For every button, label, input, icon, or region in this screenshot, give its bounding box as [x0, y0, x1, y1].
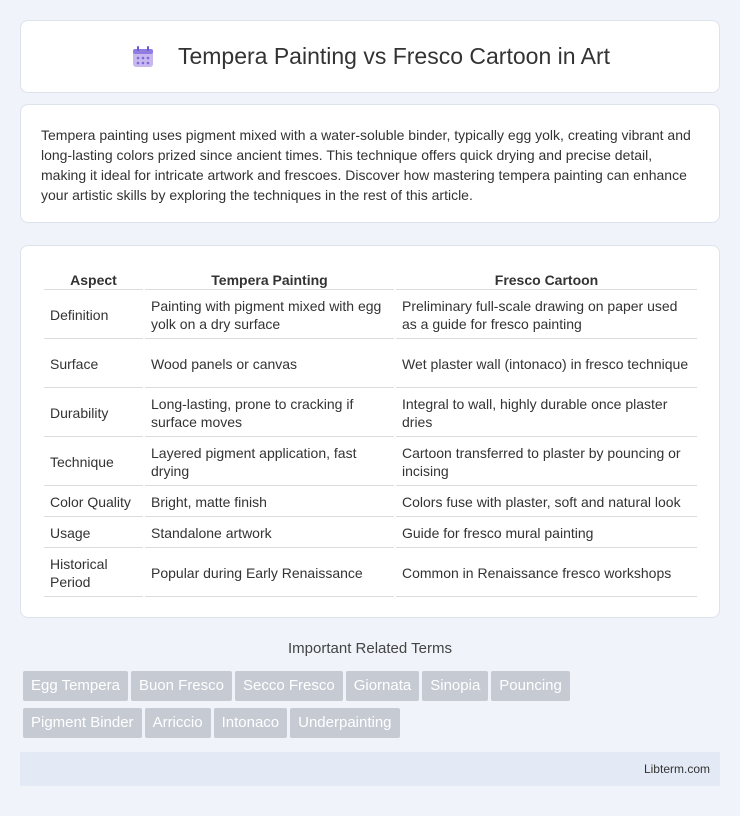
tag-arriccio[interactable]: Arriccio [145, 708, 211, 738]
cell-aspect: Definition [44, 292, 143, 339]
cell-aspect: Usage [44, 519, 143, 548]
cell-fresco: Guide for fresco mural painting [396, 519, 697, 548]
tag-underpainting[interactable]: Underpainting [290, 708, 399, 738]
header-tempera: Tempera Painting [145, 268, 394, 290]
cell-aspect: Surface [44, 341, 143, 388]
cell-tempera: Standalone artwork [145, 519, 394, 548]
table-row [44, 550, 697, 597]
table-row [44, 488, 697, 517]
header-fresco: Fresco Cartoon [396, 268, 697, 290]
cell-tempera: Layered pigment application, fast drying [145, 439, 394, 486]
cell-aspect: Technique [44, 439, 143, 486]
cell-fresco: Integral to wall, highly durable once plaster dries [396, 390, 697, 437]
cell-fresco: Common in Renaissance fresco workshops [396, 550, 697, 597]
tag-sinopia[interactable]: Sinopia [422, 671, 488, 701]
comparison-card [20, 245, 720, 618]
tag-egg-tempera[interactable]: Egg Tempera [23, 671, 128, 701]
cell-tempera: Long-lasting, prone to cracking if surface moves [145, 390, 394, 437]
related-terms-tags [23, 671, 723, 745]
tag-intonaco[interactable]: Intonaco [214, 708, 288, 738]
cell-fresco: Cartoon transferred to plaster by pouncing or incising [396, 439, 697, 486]
header-aspect: Aspect [44, 268, 143, 290]
cell-tempera: Wood panels or canvas [145, 341, 394, 388]
comparison-table [42, 266, 699, 599]
cell-tempera: Bright, matte finish [145, 488, 394, 517]
table-header-row [44, 268, 697, 290]
tag-buon-fresco[interactable]: Buon Fresco [131, 671, 232, 701]
cell-tempera: Painting with pigment mixed with egg yolk on a dry surface [145, 292, 394, 339]
title-card [20, 20, 720, 93]
tag-pouncing[interactable]: Pouncing [491, 671, 570, 701]
intro-paragraph: Tempera painting uses pigment mixed with a water-soluble binder, typically egg yolk, creating vibrant and long-lasting colors prized since ancient times. This technique offers quick drying and precise detail, making it ideal for intricate artwork and frescoes. Discover how mastering tempera painting can enhance your artistic skills by exploring the techniques in the rest of this article. [41, 127, 691, 203]
calendar-grid-icon [130, 44, 156, 70]
cell-aspect: Historical Period [44, 550, 143, 597]
tag-pigment-binder[interactable]: Pigment Binder [23, 708, 142, 738]
tag-giornata[interactable]: Giornata [346, 671, 420, 701]
tag-secco-fresco[interactable]: Secco Fresco [235, 671, 343, 701]
table-row [44, 292, 697, 339]
footer-site-link[interactable]: Libterm.com [643, 762, 710, 776]
table-row [44, 390, 697, 437]
page-title: Tempera Painting vs Fresco Cartoon in Art [177, 43, 611, 69]
footer [20, 752, 720, 786]
cell-aspect: Color Quality [44, 488, 143, 517]
table-row [44, 519, 697, 548]
table-row [44, 439, 697, 486]
cell-fresco: Preliminary full-scale drawing on paper used as a guide for fresco painting [396, 292, 697, 339]
cell-tempera: Popular during Early Renaissance [145, 550, 394, 597]
related-terms-title: Important Related Terms [288, 640, 452, 657]
intro-card [20, 104, 720, 223]
cell-fresco: Colors fuse with plaster, soft and natural look [396, 488, 697, 517]
table-row [44, 341, 697, 388]
cell-fresco: Wet plaster wall (intonaco) in fresco technique [396, 341, 697, 388]
cell-aspect: Durability [44, 390, 143, 437]
